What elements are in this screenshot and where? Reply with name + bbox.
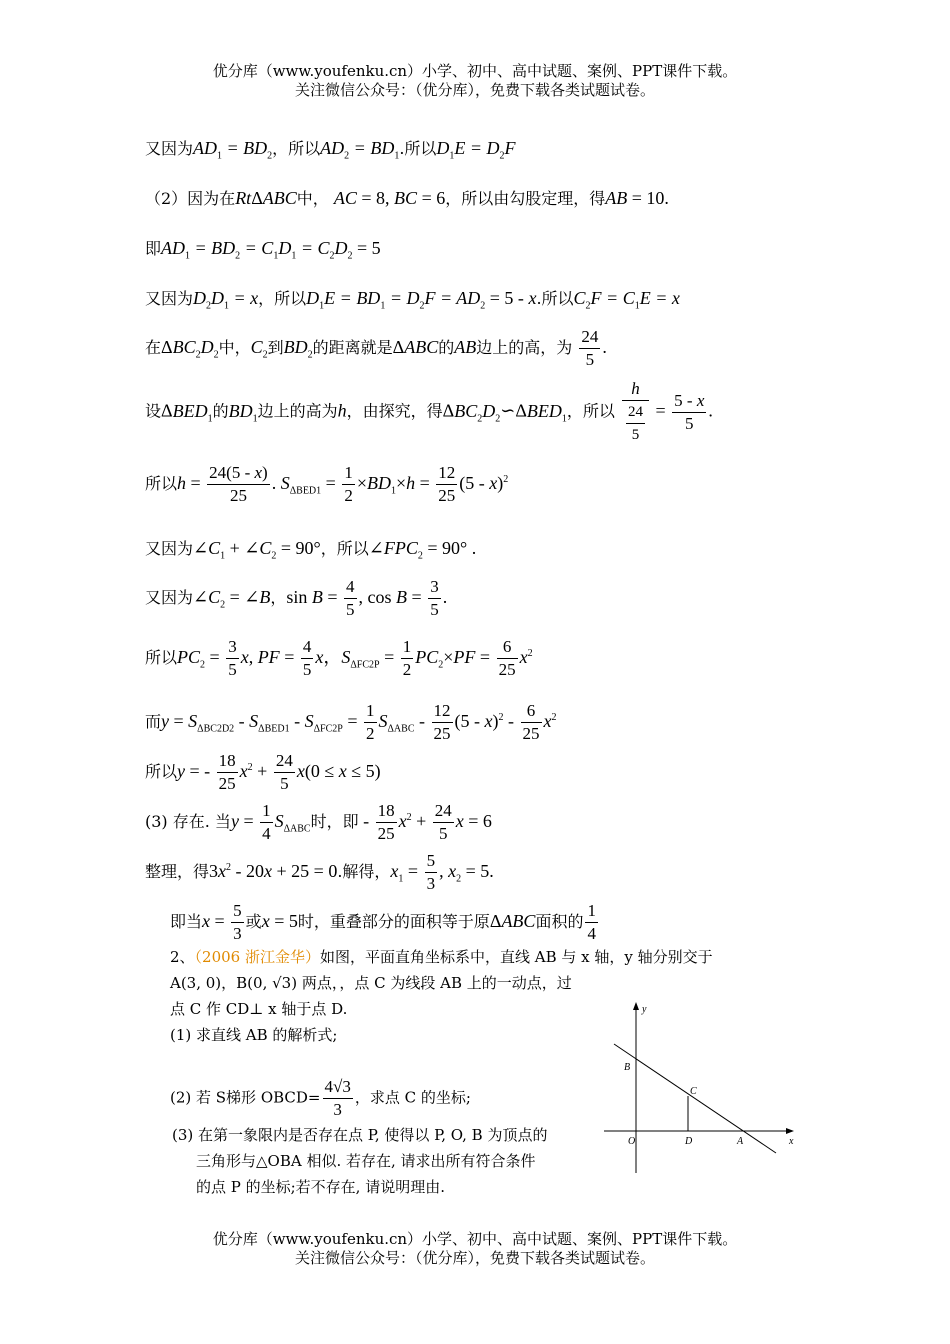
page-footer: [0, 1230, 950, 1268]
question-2: (2) 若 S梯形 OBCD= $\frac{4√3}{3}$ ，求点 C 的坐标;: [170, 1077, 471, 1119]
coordinate-figure: [600, 998, 800, 1178]
label-c: C: [690, 1086, 697, 1097]
label-o: O: [628, 1136, 636, 1147]
solution-line-12: 所以y = - $\frac{18}{25}$ $x^2$ + $\frac{24}{5}$ x(0 ≤ x ≤ 5): [145, 751, 381, 793]
label-b: B: [624, 1062, 631, 1073]
solution-line-10: 所以$PC_2$ = $\frac{3}{5}$ x, PF = $\frac{4}{5}$ x，$S_{\Delta FC2P}$ = $\frac{1}{2}$ $PC_2\times PF$ = $\frac{6}{25}$ $x^2$: [145, 637, 533, 679]
footer-line-2: 关注微信公众号：（优分库），免费下载各类试题试卷。: [294, 1249, 655, 1267]
problem-2-intro-3: 点 C 作 CD⊥ x 轴于点 D.: [170, 1000, 348, 1018]
line-ab: [614, 1044, 776, 1153]
solution-line-3: 即$AD_1 = BD_2 = C_1D_1 = C_2D_2 = 5$: [145, 238, 381, 262]
problem-source: （2006 浙江金华）: [194, 948, 320, 966]
solution-line-11: 而$y = S_{\Delta BC2D2} - S_{\Delta BED1} - S_{\Delta FC2P}$ = $\frac{1}{2}$ $S_{\Delta ABC}$ - $\frac{12}{25}$ (5 - x)$^2$ - $\frac{6}{25}$ $x^2$: [145, 701, 557, 743]
solution-line-5: 在$\Delta BC_2D_2$中，$C_2$到$BD_2$的距离就是ΔABC的AB边上的高，为 $\frac{24}{5}$ .: [145, 327, 607, 369]
solution-line-8: 又因为$\angle C_1$ + $\angle C_2 = 90^\circ$，所以$\angle FPC_2 = 90^\circ$ .: [145, 538, 477, 562]
problem-2-intro: 2、（2006 浙江金华）如图，平面直角坐标系中，直线 AB 与 x 轴，y 轴分别交于: [170, 948, 713, 966]
footer-line-1: 优分库（www.youfenku.cn）小学、初中、高中试题、案例、PPT课件下载。: [212, 1230, 738, 1248]
page-header: [0, 62, 950, 100]
problem-2-intro-2: A(3, 0)，B(0, √3) 两点，，点 C 为线段 AB 上的一动点，过: [170, 974, 572, 992]
x-axis-arrow: [786, 1128, 794, 1134]
solution-line-13: (3) 存在. 当y = $\frac{1}{4}$ $S_{\Delta ABC}$时，即 - $\frac{18}{25}$ $x^2$ + $\frac{24}{5}$ x = 6: [145, 801, 492, 843]
y-axis-arrow: [633, 1002, 639, 1010]
solution-line-7: 所以h = $\frac{24(5 - x)}{25}$ . $S_{\Delta BED1}$ = $\frac{1}{2}$ $\times BD_1\times h$ = $\frac{12}{25}$ (5 - x)$^2$: [145, 463, 509, 505]
solution-line-2: （2）因为在RtΔABC中， AC = 8, BC = 6，所以由勾股定理，得AB = 10.: [145, 188, 669, 208]
solution-line-14: 整理，得$3x^2 - 20x + 25 = 0$.解得，$x_1$ = $\frac{5}{3}$ , $x_2 = 5$.: [145, 851, 494, 893]
solution-line-4: 又因为$D_2D_1 = x$，所以$D_1E = BD_1 = D_2F = AD_2 = 5 - x$.所以$C_2F = C_1E = x$: [145, 288, 680, 312]
label-x: x: [789, 1136, 794, 1147]
label-y: y: [642, 1004, 647, 1015]
solution-line-6: 设$\Delta BED_1$的$BD_1$边上的高为h，由探究，得$\Delta BC_2D_2∽\Delta BED_1$，所以 $\frac{h}{\frac{24}{5}}$ = $\frac{5 - x}{5}$ .: [145, 379, 713, 443]
question-1: (1) 求直线 AB 的解析式;: [170, 1026, 338, 1044]
header-line-1: 优分库（www.youfenku.cn）小学、初中、高中试题、案例、PPT课件下载。: [212, 62, 738, 80]
question-3-line-3: 的点 P 的坐标;若不存在, 请说明理由.: [196, 1178, 445, 1196]
header-line-2: 关注微信公众号：（优分库），免费下载各类试题试卷。: [294, 81, 655, 99]
label-d: D: [685, 1136, 693, 1147]
solution-line-9: 又因为$\angle C_2$ = ∠B，sin B = $\frac{4}{5}$ , cos B = $\frac{3}{5}$ .: [145, 577, 448, 619]
solution-line-1: 又因为$AD_1 = BD_2$，所以$AD_2 = BD_1$.所以$D_1E = D_2F$: [145, 138, 516, 162]
question-3-line-2: 三角形与△OBA 相似. 若存在, 请求出所有符合条件: [196, 1152, 536, 1170]
solution-line-15: 即当x = $\frac{5}{3}$ 或x = 5时，重叠部分的面积等于原ΔABC面积的 $\frac{1}{4}$: [170, 901, 596, 943]
label-a: A: [737, 1136, 744, 1147]
question-3-line-1: (3) 在第一象限内是否存在点 P, 使得以 P, O, B 为顶点的: [172, 1126, 548, 1144]
